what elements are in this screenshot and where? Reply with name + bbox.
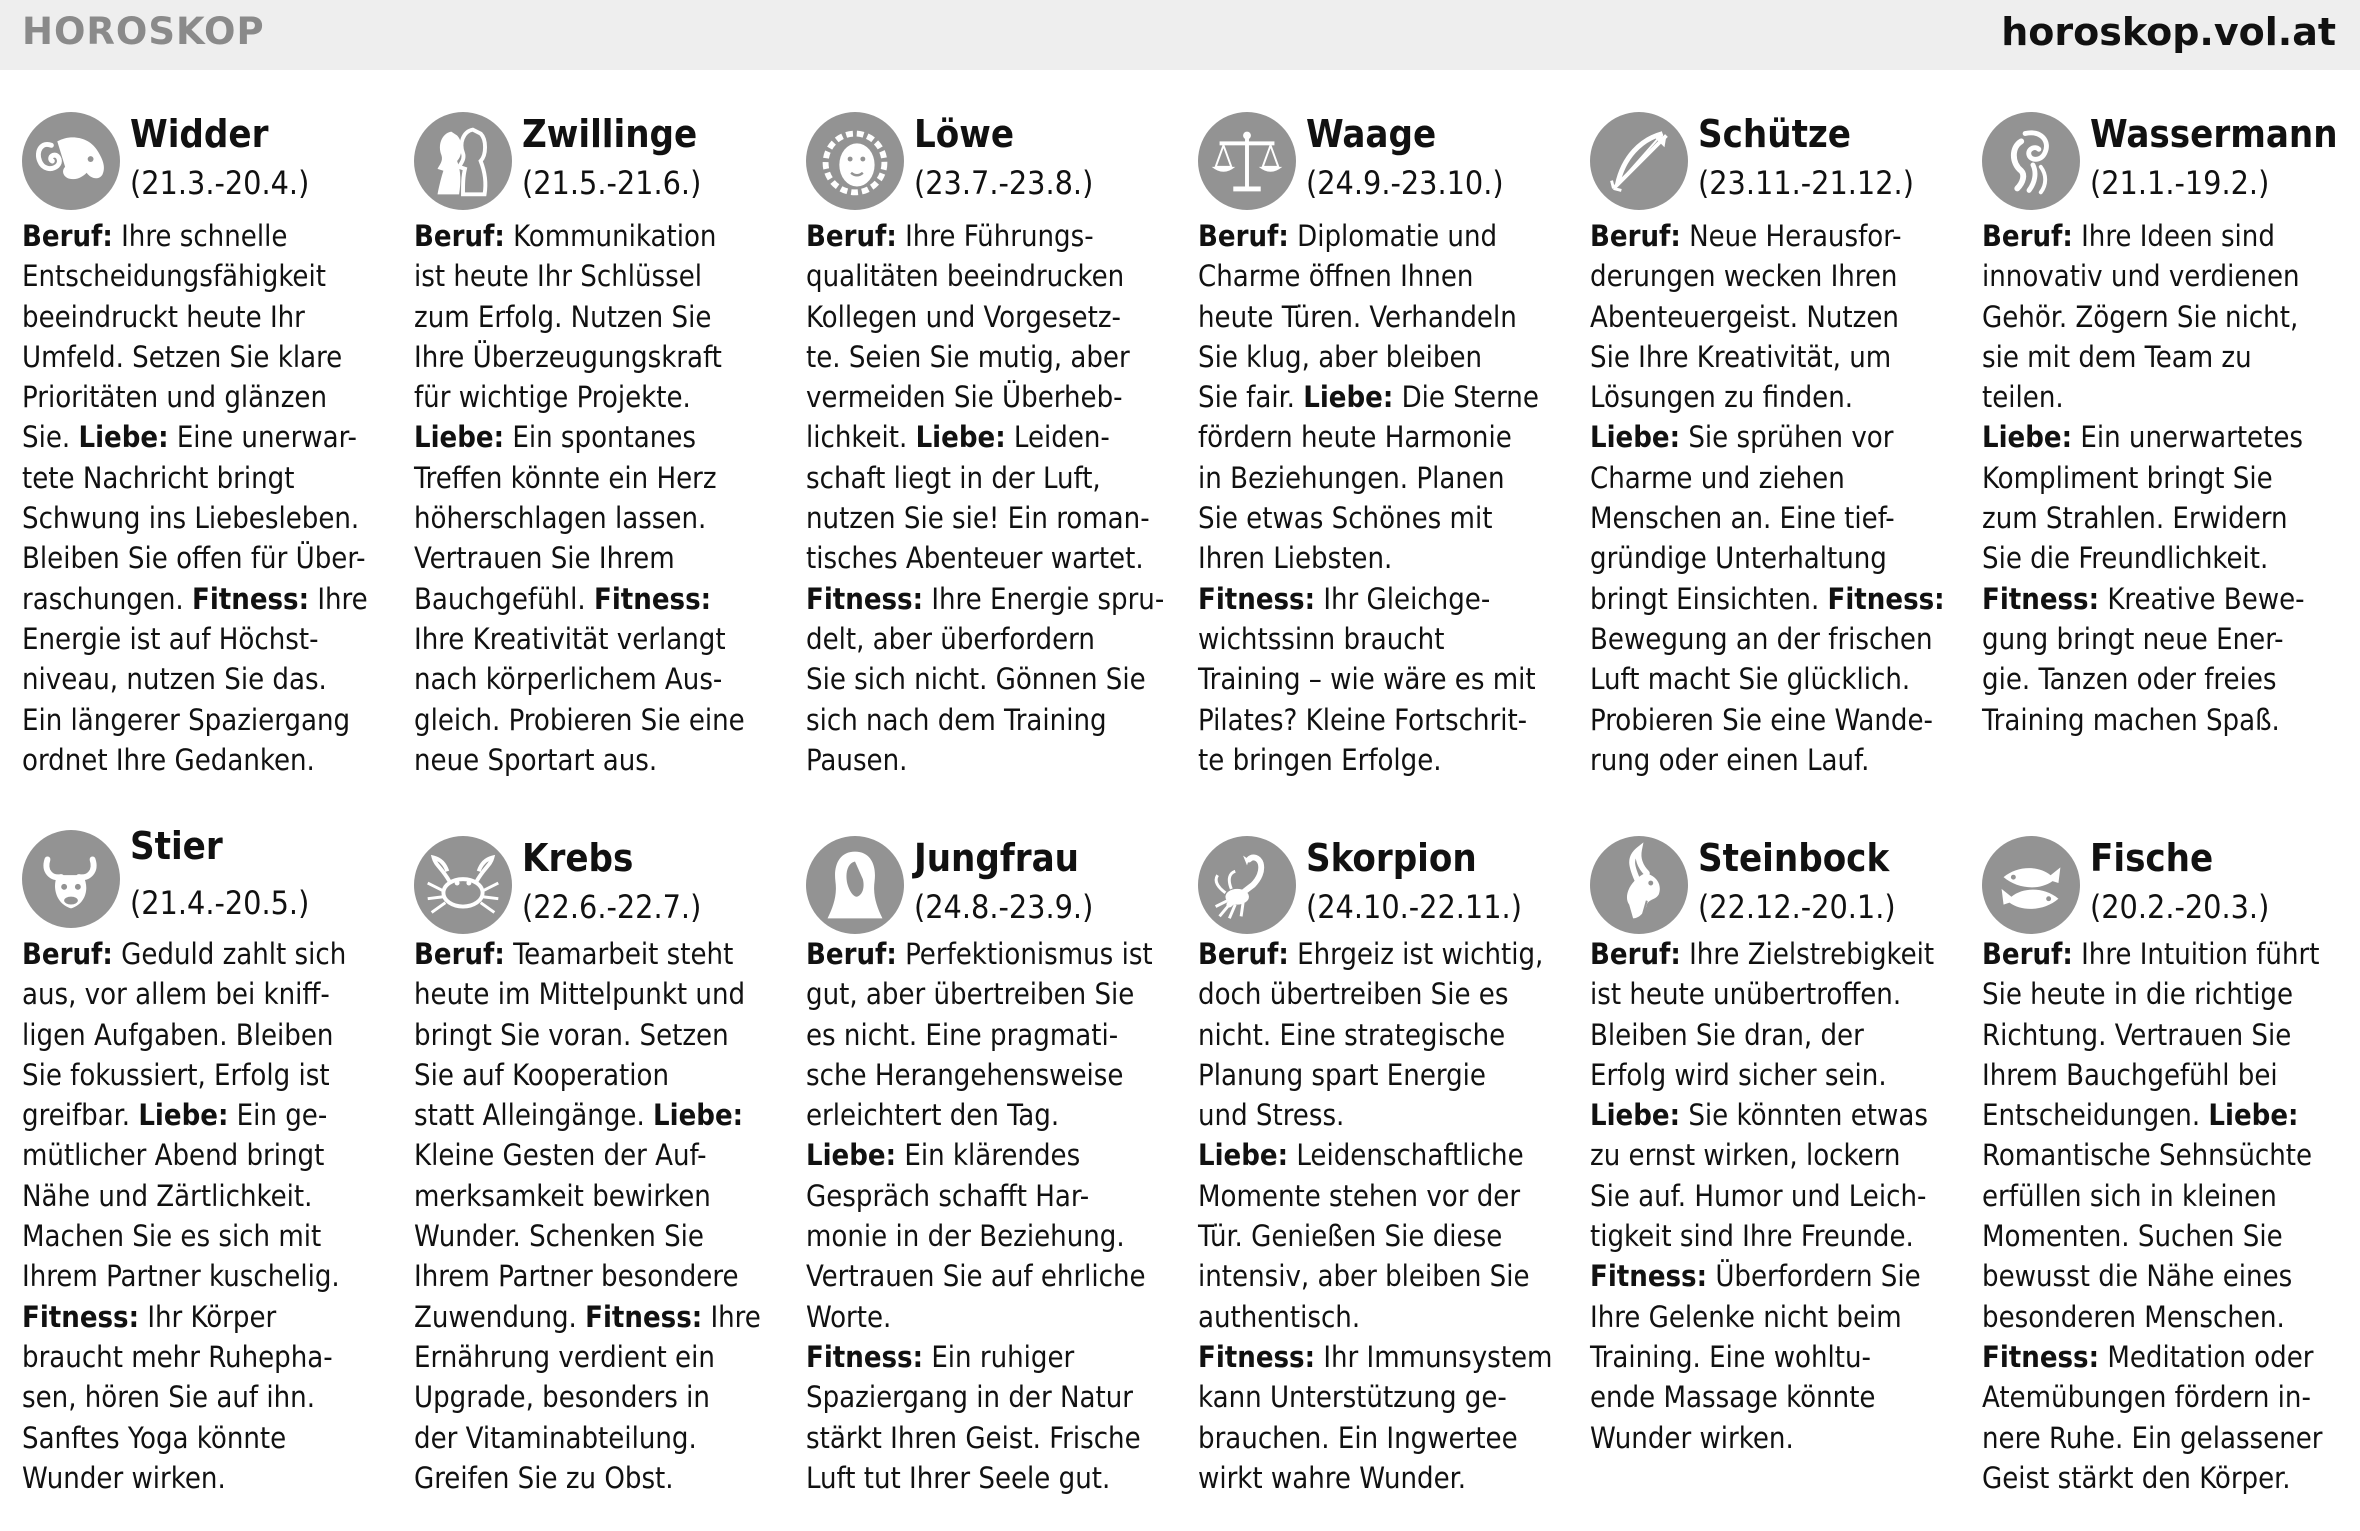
text-run: Bewegung an der frischen Luft macht Sie glücklich. Probieren Sie eine Wande- rung oder einen Lauf. xyxy=(1590,621,1933,777)
sign-dates: (21.3.-20.4.) xyxy=(130,164,310,202)
archer-icon xyxy=(1590,112,1688,210)
keyword-label: Liebe: xyxy=(806,1138,897,1173)
text-run: Ein ruhiger Spaziergang in der Natur stärkt Ihren Geist. Frische Luft tut Ihrer Seele gut. xyxy=(806,1339,1141,1495)
keyword-label: Beruf: xyxy=(414,937,505,971)
sign-name: Wassermann xyxy=(2090,112,2338,156)
text-run: Ein ge- mütlicher Abend bringt Nähe und Zärtlichkeit. Machen Sie es sich mit Ihrem Partner kuschelig. xyxy=(22,1098,340,1294)
text-run: Diplomatie und Charme öffnen Ihnen heute Türen. Verhandeln Sie klug, aber bleiben Sie fair. xyxy=(1198,219,1517,415)
keyword-label: Beruf: xyxy=(1198,937,1289,971)
text-run: Teamarbeit steht heute im Mittelpunkt und bringt Sie voran. Setzen Sie auf Kooperation statt Alleingänge. xyxy=(414,937,746,1133)
sign-wassermann xyxy=(1982,112,2354,740)
text-run: Ein spontanes Treffen könnte ein Herz höherschlagen lassen. Vertrauen Sie Ihrem Bauchgefühl. xyxy=(414,420,717,616)
keyword-label: Liebe: xyxy=(2208,1098,2299,1133)
sign-name: Zwillinge xyxy=(522,112,698,156)
keyword-label: Liebe: xyxy=(138,1098,229,1133)
text-run: Kreative Bewe- gung bringt neue Ener- gie. Tanzen oder freies Training machen Spaß. xyxy=(1982,581,2305,737)
keyword-label: Fitness: xyxy=(192,581,310,616)
sign-text xyxy=(1982,934,2354,1498)
sign-name: Schütze xyxy=(1698,112,1852,156)
text-run: Neue Herausfor- derungen wecken Ihren Abenteuergeist. Nutzen Sie Ihre Kreativität, um Lösungen zu finden. xyxy=(1590,219,1902,415)
keyword-label: Beruf: xyxy=(1198,219,1289,253)
sign-waage xyxy=(1198,112,1570,780)
text-run: Ihre Führungs- qualitäten beeindrucken Kollegen und Vorgesetz- te. Seien Sie mutig, aber vermeiden Sie Überheb- lichkeit. xyxy=(806,219,1130,455)
sign-dates: (23.11.-21.12.) xyxy=(1698,164,1914,202)
sign-name: Jungfrau xyxy=(914,836,1080,880)
keyword-label: Beruf: xyxy=(1590,937,1681,971)
keyword-label: Fitness: xyxy=(22,1299,140,1334)
sign-name: Waage xyxy=(1306,112,1437,156)
sign-text xyxy=(22,934,394,1498)
text-run: Leidenschaftliche Momente stehen vor der Tür. Genießen Sie diese intensiv, aber bleiben Sie authentisch. xyxy=(1198,1138,1530,1334)
keyword-label: Liebe: xyxy=(1590,420,1681,455)
keyword-label: Fitness: xyxy=(585,1299,703,1334)
sign-name: Krebs xyxy=(522,836,634,880)
virgin-icon xyxy=(806,836,904,934)
keyword-label: Fitness: xyxy=(1827,581,1945,616)
keyword-label: Liebe: xyxy=(1590,1098,1681,1133)
keyword-label: Fitness: xyxy=(806,581,924,616)
keyword-label: Liebe: xyxy=(653,1098,744,1133)
twins-icon xyxy=(414,112,512,210)
sign-name: Widder xyxy=(130,112,269,156)
text-run: Ihre Zielstrebigkeit ist heute unübertroffen. Bleiben Sie dran, der Erfolg wird sicher sein. xyxy=(1590,937,1935,1092)
keyword-label: Fitness: xyxy=(1198,581,1316,616)
keyword-label: Beruf: xyxy=(414,219,505,253)
text-run: Eine unerwar- tete Nachricht bringt Schwung ins Liebesleben. Bleiben Sie offen für Über- raschungen. xyxy=(22,420,366,616)
page-header xyxy=(0,0,2360,70)
keyword-label: Beruf: xyxy=(1982,219,2073,253)
keyword-label: Fitness: xyxy=(1982,1339,2100,1374)
sign-dates: (21.5.-21.6.) xyxy=(522,164,702,202)
text-run: Meditation oder Atemübungen fördern in- nere Ruhe. Ein gelassener Geist stärkt den Körper. xyxy=(1982,1339,2323,1495)
sign-steinbock xyxy=(1590,836,1962,1458)
text-run: Ihre Intuition führt Sie heute in die richtige Richtung. Vertrauen Sie Ihrem Bauchgefühl bei Entscheidungen. xyxy=(1982,937,2320,1133)
lion-icon xyxy=(806,112,904,210)
text-run: Ein klärendes Gespräch schafft Har- monie in der Beziehung. Vertrauen Sie auf ehrliche Worte. xyxy=(806,1138,1146,1334)
keyword-label: Fitness: xyxy=(1198,1339,1316,1374)
sign-schuetze xyxy=(1590,112,1962,780)
keyword-label: Fitness: xyxy=(594,581,712,616)
sign-zwillinge xyxy=(414,112,786,780)
text-run: Die Sterne fördern heute Harmonie in Beziehungen. Planen Sie etwas Schönes mit Ihren Liebsten. xyxy=(1198,380,1539,576)
bull-icon xyxy=(22,830,120,928)
scorpion-icon xyxy=(1198,836,1296,934)
fishes-icon xyxy=(1982,836,2080,934)
sign-skorpion xyxy=(1198,836,1570,1498)
text-run: Ein unerwartetes Kompliment bringt Sie zum Strahlen. Erwidern Sie die Freundlichkeit. xyxy=(1982,420,2303,576)
sign-text xyxy=(1590,934,1962,1458)
keyword-label: Beruf: xyxy=(22,219,113,253)
text-run: Kommunikation ist heute Ihr Schlüssel zum Erfolg. Nutzen Sie Ihre Überzeugungskraft für wichtige Projekte. xyxy=(414,219,722,415)
text-run: Geduld zahlt sich aus, vor allem bei kniff- ligen Aufgaben. Bleiben Sie fokussiert, Erfolg ist greifbar. xyxy=(22,937,347,1133)
sign-dates: (24.8.-23.9.) xyxy=(914,888,1094,926)
text-run: Ihre schnelle Entscheidungsfähigkeit beeindruckt heute Ihr Umfeld. Setzen Sie klare Prioritäten und glänzen Sie. xyxy=(22,219,343,455)
sign-name: Fische xyxy=(2090,836,2214,880)
sign-text xyxy=(806,934,1178,1498)
sign-dates: (21.4.-20.5.) xyxy=(130,884,310,922)
text-run: Kleine Gesten der Auf- merksamkeit bewirken Wunder. Schenken Sie Ihrem Partner besondere Zuwendung. xyxy=(414,1138,739,1334)
sign-jungfrau xyxy=(806,836,1178,1498)
keyword-label: Beruf: xyxy=(806,937,897,971)
text-run: Ihre Energie ist auf Höchst- niveau, nutzen Sie das. Ein längerer Spaziergang ordnet Ihre Gedanken. xyxy=(22,581,368,777)
sign-dates: (22.12.-20.1.) xyxy=(1698,888,1896,926)
sign-text xyxy=(806,216,1178,780)
text-run: Ihre Ideen sind innovativ und verdienen Gehör. Zögern Sie nicht, sie mit dem Team zu teilen. xyxy=(1982,219,2300,415)
text-run: Ihr Körper braucht mehr Ruhepha- sen, hören Sie auf ihn. Sanftes Yoga könnte Wunder wirken. xyxy=(22,1299,333,1495)
sign-dates: (24.9.-23.10.) xyxy=(1306,164,1504,202)
sign-text xyxy=(22,216,394,780)
site-link[interactable]: horoskop.vol.at xyxy=(2001,10,2336,54)
sign-fische xyxy=(1982,836,2354,1498)
keyword-label: Fitness: xyxy=(1982,581,2100,616)
keyword-label: Liebe: xyxy=(1982,420,2073,455)
sign-text xyxy=(1982,216,2354,740)
keyword-label: Liebe: xyxy=(1198,1138,1289,1173)
sign-text xyxy=(1590,216,1962,780)
text-run: Ihre Kreativität verlangt nach körperlichem Aus- gleich. Probieren Sie eine neue Sportart aus. xyxy=(414,621,745,777)
text-run: Sie sprühen vor Charme und ziehen Menschen an. Eine tief- gründige Unterhaltung bringt Einsichten. xyxy=(1590,420,1895,616)
sign-name: Skorpion xyxy=(1306,836,1477,880)
text-run: Überfordern Sie Ihre Gelenke nicht beim Training. Eine wohltu- ende Massage könnte Wunder wirken. xyxy=(1590,1259,1921,1455)
keyword-label: Beruf: xyxy=(1982,937,2073,971)
keyword-label: Liebe: xyxy=(1303,380,1394,415)
ram-icon xyxy=(22,112,120,210)
keyword-label: Fitness: xyxy=(1590,1259,1708,1294)
sign-dates: (20.2.-20.3.) xyxy=(2090,888,2270,926)
text-run: Leiden- schaft liegt in der Luft, nutzen Sie sie! Ein roman- tisches Abenteuer wartet. xyxy=(806,420,1150,576)
keyword-label: Fitness: xyxy=(806,1339,924,1374)
crab-icon xyxy=(414,836,512,934)
sign-name: Steinbock xyxy=(1698,836,1890,880)
sign-name: Stier xyxy=(130,824,223,868)
scales-icon xyxy=(1198,112,1296,210)
sign-stier xyxy=(22,824,394,1498)
keyword-label: Liebe: xyxy=(915,420,1006,455)
sign-dates: (22.6.-22.7.) xyxy=(522,888,702,926)
text-run: Ihr Immunsystem kann Unterstützung ge- brauchen. Ein Ingwertee wirkt wahre Wunder. xyxy=(1198,1339,1553,1495)
text-run: Romantische Sehnsüchte erfüllen sich in kleinen Momenten. Suchen Sie bewusst die Nähe eines besonderen Menschen. xyxy=(1982,1138,2313,1334)
ibex-icon xyxy=(1590,836,1688,934)
sign-text xyxy=(414,934,786,1498)
text-run: Perfektionismus ist gut, aber übertreiben Sie es nicht. Eine pragmati- sche Herangehensweise erleichtert den Tag. xyxy=(806,937,1153,1133)
keyword-label: Beruf: xyxy=(22,937,113,971)
sign-dates: (21.1.-19.2.) xyxy=(2090,164,2270,202)
sign-text xyxy=(1198,216,1570,780)
text-run: Ehrgeiz ist wichtig, doch übertreiben Sie es nicht. Eine strategische Planung spart Energie und Stress. xyxy=(1198,937,1544,1133)
sign-loewe xyxy=(806,112,1178,780)
text-run: Ihre Ernährung verdient ein Upgrade, besonders in der Vitaminabteilung. Greifen Sie zu Obst. xyxy=(414,1299,761,1495)
keyword-label: Liebe: xyxy=(78,420,169,455)
sign-text xyxy=(1198,934,1570,1498)
sign-text xyxy=(414,216,786,780)
section-title: HOROSKOP xyxy=(22,10,265,53)
sign-krebs xyxy=(414,836,786,1498)
sign-name: Löwe xyxy=(914,112,1015,156)
water-bearer-icon xyxy=(1982,112,2080,210)
sign-dates: (24.10.-22.11.) xyxy=(1306,888,1522,926)
sign-widder xyxy=(22,112,394,780)
text-run: Sie könnten etwas zu ernst wirken, lockern Sie auf. Humor und Leich- tigkeit sind Ihre Freunde. xyxy=(1590,1098,1928,1254)
text-run: Ihre Energie spru- delt, aber überfordern Sie sich nicht. Gönnen Sie sich nach dem Training Pausen. xyxy=(806,581,1165,777)
text-run: Ihr Gleichge- wichtssinn braucht Training – wie wäre es mit Pilates? Kleine Fortschrit- te bringen Erfolge. xyxy=(1198,581,1536,777)
keyword-label: Beruf: xyxy=(806,219,897,253)
keyword-label: Beruf: xyxy=(1590,219,1681,253)
sign-dates: (23.7.-23.8.) xyxy=(914,164,1094,202)
keyword-label: Liebe: xyxy=(414,420,505,455)
